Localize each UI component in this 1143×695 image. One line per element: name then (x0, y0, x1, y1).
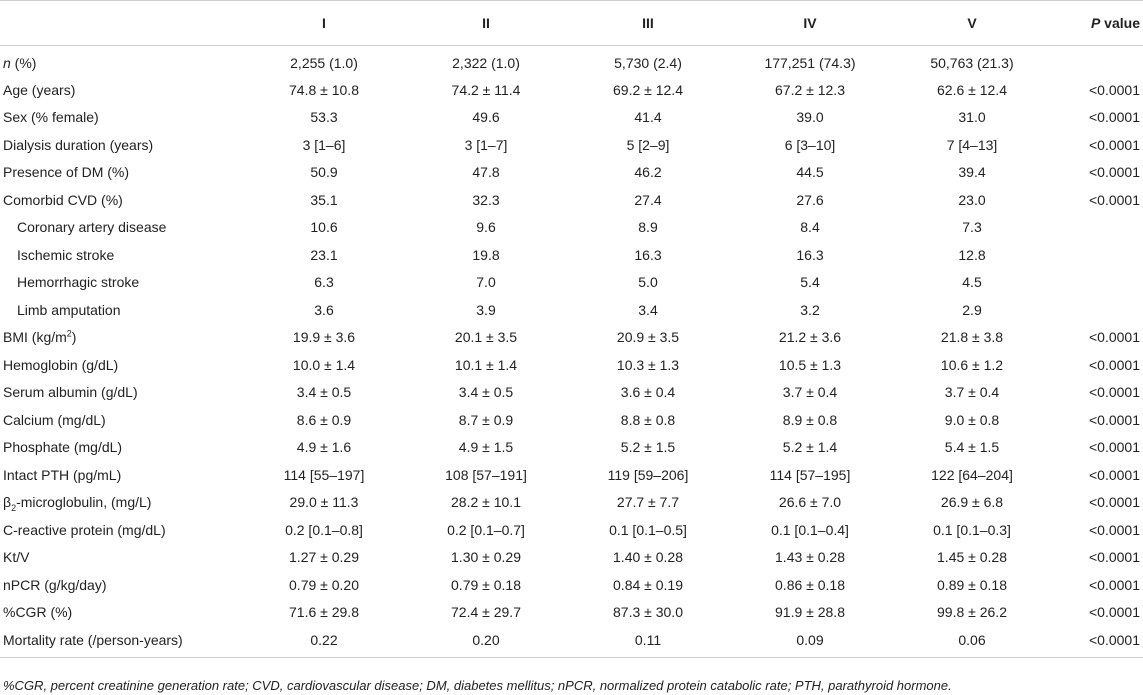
cell-group-v: 0.89 ± 0.18 (937, 576, 1007, 593)
row-label-end: ) (71, 329, 77, 346)
cell-group-iv: 6 [3–10] (784, 136, 836, 153)
cell-p-value: <0.0001 (1089, 384, 1140, 401)
row-label-main: BMI (kg/m (3, 329, 67, 346)
cell-group-i: 23.1 (310, 246, 338, 263)
cell-group-ii: 19.8 (472, 246, 500, 263)
cell-group-iii: 0.11 (567, 626, 729, 657)
cell-group-i: 10.0 ± 1.4 (292, 356, 356, 373)
cell-group-i: 35.1 (310, 191, 338, 208)
table-row (0, 324, 1143, 352)
cell-group-ii: 1.30 ± 0.29 (451, 549, 521, 566)
cell-group-iii: 5,730 (2.4) (614, 55, 682, 71)
cell-group-ii: 3.4 ± 0.5 (458, 384, 514, 401)
cell-group-v: 3.7 ± 0.4 (944, 384, 1000, 401)
cell-group-i: 0.79 ± 0.20 (289, 576, 359, 593)
row-label: Mortality rate (/person-years) (0, 626, 243, 657)
cell-group-v: 5.4 ± 1.5 (944, 439, 1000, 456)
cell-p-value: <0.0001 (1089, 521, 1140, 538)
cell-p-value: <0.0001 (1089, 109, 1140, 126)
table-row (0, 599, 1143, 627)
cell-group-iii: 87.3 ± 30.0 (613, 604, 683, 621)
table-row (0, 159, 1143, 187)
header-p-italic: P (1090, 15, 1101, 31)
table-row (0, 461, 1143, 489)
cell-group-iii: 20.9 ± 3.5 (616, 329, 680, 346)
cell-group-ii: 20.1 ± 3.5 (454, 329, 518, 346)
table-row (0, 46, 1143, 77)
cell-group-ii: 2,322 (1.0) (452, 55, 520, 71)
cell-group-v: 62.6 ± 12.4 (937, 81, 1007, 98)
header-group-v: V (891, 1, 1053, 46)
cell-group-iii: 27.4 (634, 191, 662, 208)
row-label (0, 324, 243, 352)
cell-group-iv: 67.2 ± 12.3 (775, 81, 845, 98)
table-header-row (0, 1, 1143, 46)
row-label: Serum albumin (g/dL) (3, 384, 138, 401)
cell-group-v: 1.45 ± 0.28 (937, 549, 1007, 566)
cell-group-ii: 3.9 (476, 301, 496, 318)
row-label: Intact PTH (pg/mL) (3, 466, 122, 483)
cell-group-ii: 7.0 (476, 274, 496, 291)
row-label: Dialysis duration (years) (3, 136, 154, 153)
cell-group-iii: 69.2 ± 12.4 (613, 81, 683, 98)
row-label: Hemoglobin (g/dL) (3, 356, 119, 373)
cell-p-value: <0.0001 (1089, 576, 1140, 593)
cell-p-value: <0.0001 (1089, 411, 1140, 428)
cell-group-iv: 3.7 ± 0.4 (782, 384, 838, 401)
cell-group-v: 31.0 (958, 109, 986, 126)
row-label-italic: n (3, 55, 11, 71)
cell-group-v: 12.8 (958, 246, 986, 263)
cell-group-i: 3.4 ± 0.5 (296, 384, 352, 401)
row-label: Ischemic stroke (17, 246, 115, 263)
cell-group-iii: 27.7 ± 7.7 (616, 494, 680, 511)
cell-p-value (1053, 214, 1143, 242)
cell-group-iv: 44.5 (796, 164, 824, 181)
cell-p-value: <0.0001 (1089, 494, 1140, 511)
row-label-superscript: 2 (66, 328, 72, 339)
cell-group-v: 122 [64–204] (931, 466, 1013, 483)
cell-group-iv: 0.1 [0.1–0.4] (771, 521, 849, 538)
cell-p-value: <0.0001 (1089, 439, 1140, 456)
cell-group-ii: 74.2 ± 11.4 (451, 81, 521, 98)
cell-group-ii: 8.7 ± 0.9 (458, 411, 514, 428)
cell-group-i: 74.8 ± 10.8 (289, 81, 359, 98)
cell-p-value (1053, 269, 1143, 297)
cell-group-iv: 1.43 ± 0.28 (775, 549, 845, 566)
cell-group-v: 21.8 ± 3.8 (940, 329, 1004, 346)
cell-group-i: 3.6 (314, 301, 334, 318)
cell-group-iv: 26.6 ± 7.0 (778, 494, 842, 511)
cell-group-i: 71.6 ± 29.8 (289, 604, 359, 621)
cell-group-iv: 8.9 ± 0.8 (782, 411, 838, 428)
cell-group-i: 0.22 (243, 626, 405, 657)
row-label: Limb amputation (17, 301, 121, 318)
cell-group-iii: 41.4 (634, 109, 662, 126)
cell-group-i: 53.3 (310, 109, 338, 126)
cell-p-value: <0.0001 (1089, 604, 1140, 621)
cell-group-ii: 0.79 ± 0.18 (451, 576, 521, 593)
cell-group-i: 114 [55–197] (283, 466, 365, 483)
cell-group-iii: 3.4 (638, 301, 658, 318)
cell-group-iv: 114 [57–195] (769, 466, 851, 483)
row-label: Coronary artery disease (17, 219, 167, 236)
cell-p-value (1053, 241, 1143, 269)
cell-group-i: 3 [1–6] (302, 136, 346, 153)
row-label: nPCR (g/kg/day) (3, 576, 107, 593)
row-label: Age (years) (3, 81, 76, 98)
table-row (0, 489, 1143, 517)
cell-group-v: 10.6 ± 1.2 (940, 356, 1004, 373)
cell-group-v: 9.0 ± 0.8 (944, 411, 1000, 428)
cell-group-iv: 8.4 (800, 219, 820, 236)
cell-group-ii: 3 [1–7] (464, 136, 508, 153)
cell-group-iii: 8.9 (638, 219, 658, 236)
cell-group-i: 6.3 (314, 274, 334, 291)
cell-p-value: <0.0001 (1089, 81, 1140, 98)
cell-group-ii: 4.9 ± 1.5 (458, 439, 514, 456)
cell-group-iii: 0.84 ± 0.19 (613, 576, 683, 593)
cell-group-iv: 177,251 (74.3) (764, 55, 856, 71)
cell-group-iv: 21.2 ± 3.6 (778, 329, 842, 346)
header-group-iv: IV (729, 1, 891, 46)
cell-group-v: 0.1 [0.1–0.3] (933, 521, 1011, 538)
cell-group-iv: 27.6 (796, 191, 824, 208)
table-row (0, 379, 1143, 407)
cell-group-iii: 16.3 (634, 246, 662, 263)
cell-group-iv: 10.5 ± 1.3 (778, 356, 842, 373)
cell-p-value: <0.0001 (1089, 549, 1140, 566)
cell-group-v: 39.4 (958, 164, 986, 181)
row-label-end: -microglobulin, (mg/L) (16, 494, 152, 511)
table-row (0, 351, 1143, 379)
cell-group-iii: 5.2 ± 1.5 (620, 439, 676, 456)
row-label: Comorbid CVD (%) (3, 191, 123, 208)
cell-group-v: 50,763 (21.3) (930, 55, 1014, 71)
cell-group-iv: 0.09 (729, 626, 891, 657)
cell-p-value (1053, 46, 1143, 77)
table-row (0, 544, 1143, 572)
row-label: Calcium (mg/dL) (3, 411, 106, 428)
cell-group-i: 0.2 [0.1–0.8] (285, 521, 363, 538)
row-label: Phosphate (mg/dL) (3, 439, 123, 456)
table-row (0, 76, 1143, 104)
cell-p-value: <0.0001 (1089, 356, 1140, 373)
table-row (0, 406, 1143, 434)
cell-p-value: <0.0001 (1089, 136, 1140, 153)
cell-group-iii: 5.0 (638, 274, 658, 291)
table-row (0, 186, 1143, 214)
header-label-column (0, 1, 243, 46)
row-label (0, 489, 243, 517)
cell-group-v: 23.0 (958, 191, 986, 208)
table-row (0, 131, 1143, 159)
cell-group-iv: 5.2 ± 1.4 (782, 439, 838, 456)
cell-group-iv: 0.86 ± 0.18 (775, 576, 845, 593)
row-label-subscript: 2 (11, 503, 17, 514)
cell-group-v: 26.9 ± 6.8 (940, 494, 1004, 511)
table-row (0, 241, 1143, 269)
cell-group-ii: 9.6 (476, 219, 496, 236)
cell-group-ii: 28.2 ± 10.1 (451, 494, 521, 511)
cell-group-iv: 16.3 (796, 246, 824, 263)
cell-group-ii: 10.1 ± 1.4 (454, 356, 518, 373)
cell-group-iii: 1.40 ± 0.28 (613, 549, 683, 566)
cell-group-iv: 91.9 ± 28.8 (775, 604, 845, 621)
table-row (0, 626, 1143, 657)
cell-group-iii: 3.6 ± 0.4 (620, 384, 676, 401)
row-label (0, 46, 243, 77)
cell-group-ii: 0.2 [0.1–0.7] (447, 521, 525, 538)
header-p-value (1053, 1, 1143, 46)
cell-p-value: <0.0001 (1089, 466, 1140, 483)
header-group-i: I (243, 1, 405, 46)
cell-p-value: <0.0001 (1089, 164, 1140, 181)
cell-p-value: <0.0001 (1053, 626, 1143, 657)
table-row (0, 104, 1143, 132)
table-row (0, 296, 1143, 324)
row-label: C-reactive protein (mg/dL) (3, 521, 166, 538)
header-group-iii: III (567, 1, 729, 46)
cell-group-i: 8.6 ± 0.9 (296, 411, 352, 428)
cell-group-iii: 5 [2–9] (626, 136, 670, 153)
cell-group-v: 7 [4–13] (946, 136, 998, 153)
cell-group-i: 19.9 ± 3.6 (292, 329, 356, 346)
cell-group-ii: 47.8 (472, 164, 500, 181)
cell-group-iii: 10.3 ± 1.3 (616, 356, 680, 373)
cell-group-iii: 119 [59–206] (607, 466, 689, 483)
cell-group-v: 0.06 (891, 626, 1053, 657)
cell-group-iii: 0.1 [0.1–0.5] (609, 521, 687, 538)
cell-p-value: <0.0001 (1089, 191, 1140, 208)
cell-group-v: 2.9 (962, 301, 982, 318)
header-p-rest: value (1100, 15, 1140, 31)
cell-group-ii: 49.6 (472, 109, 500, 126)
cell-p-value (1053, 296, 1143, 324)
cell-group-i: 29.0 ± 11.3 (289, 494, 359, 511)
cell-group-v: 99.8 ± 26.2 (937, 604, 1007, 621)
table-footnote: %CGR, percent creatinine generation rate; CVD, cardiovascular disease; DM, diabetes mellitus; nPCR, normalized protein catabolic rate; PTH, parathyroid hormone. (3, 678, 952, 693)
table-body (0, 46, 1143, 658)
cell-group-v: 4.5 (962, 274, 982, 291)
cell-group-iii: 8.8 ± 0.8 (620, 411, 676, 428)
cell-group-i: 2,255 (1.0) (290, 55, 358, 71)
cell-group-iii: 46.2 (634, 164, 662, 181)
cell-group-iv: 39.0 (796, 109, 824, 126)
header-group-ii: II (405, 1, 567, 46)
cell-group-iv: 5.4 (800, 274, 820, 291)
table-row (0, 434, 1143, 462)
row-label-rest: (%) (10, 55, 37, 71)
table-row (0, 571, 1143, 599)
row-label: Presence of DM (%) (3, 164, 130, 181)
cell-p-value: <0.0001 (1089, 329, 1140, 346)
cell-group-ii: 72.4 ± 29.7 (451, 604, 521, 621)
table-row (0, 269, 1143, 297)
table-row (0, 214, 1143, 242)
cell-group-i: 50.9 (310, 164, 338, 181)
row-label: Kt/V (3, 549, 30, 566)
cell-group-ii: 0.20 (405, 626, 567, 657)
row-label: Hemorrhagic stroke (17, 274, 140, 291)
cell-group-i: 10.6 (310, 219, 338, 236)
cell-group-v: 7.3 (962, 219, 982, 236)
cell-group-ii: 108 [57–191] (445, 466, 527, 483)
row-label-main: β (3, 494, 12, 511)
row-label: %CGR (%) (3, 604, 73, 621)
row-label: Sex (% female) (3, 109, 99, 126)
cell-group-i: 4.9 ± 1.6 (296, 439, 352, 456)
cell-group-i: 1.27 ± 0.29 (289, 549, 359, 566)
table-row (0, 516, 1143, 544)
cell-group-ii: 32.3 (472, 191, 500, 208)
cell-group-iv: 3.2 (800, 301, 820, 318)
